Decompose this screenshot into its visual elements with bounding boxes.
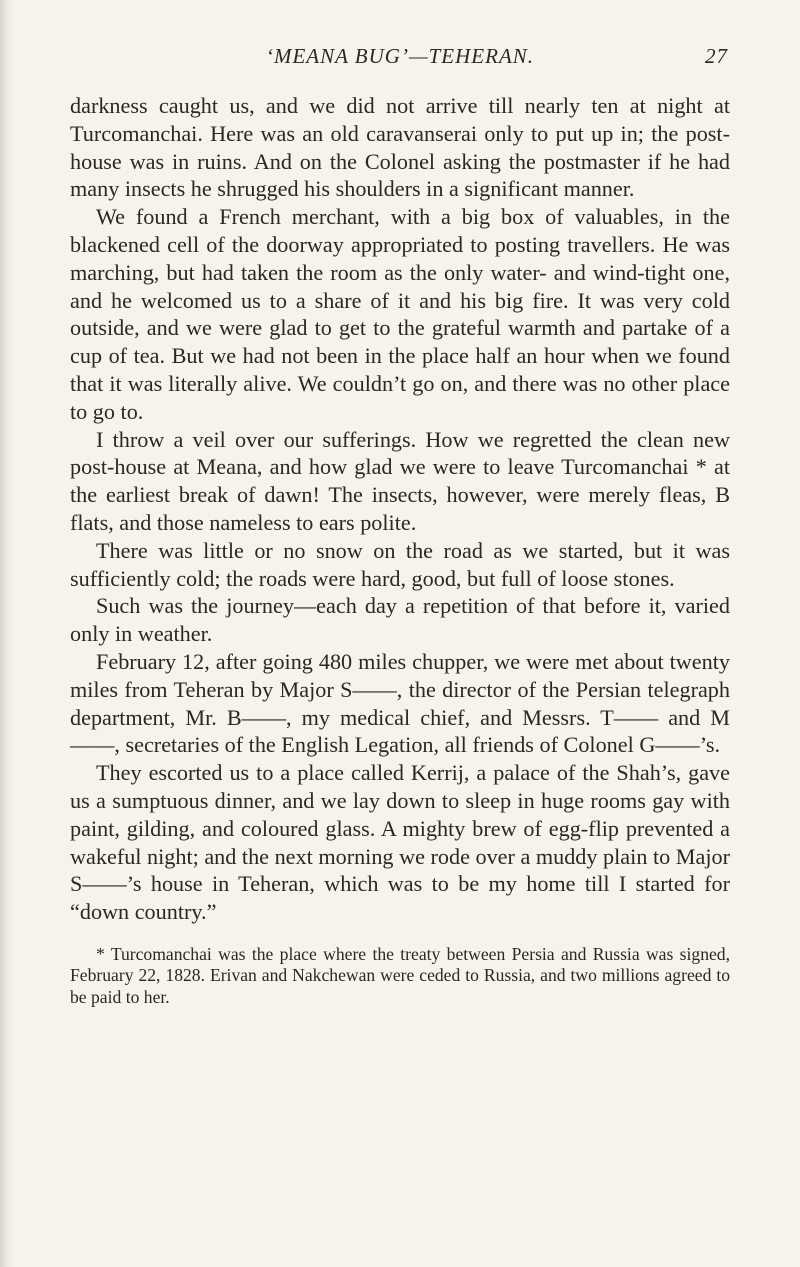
footnote: * Turcomanchai was the place where the treaty between Persia and Russia was signed, February 22, 1828. Erivan and Nakchewan were ceded to Russia, and two millions agreed to be paid to her. <box>70 943 730 1007</box>
body-text <box>70 92 730 926</box>
book-gutter-shadow <box>0 0 14 1267</box>
paragraph-5: Such was the journey—each day a repetition of that before it, varied only in weather. <box>70 593 730 647</box>
book-page <box>70 44 730 1008</box>
page-number: 27 <box>705 44 728 68</box>
paragraph-2: We found a French merchant, with a big box of valuables, in the blackened cell of the doorway appropriated to posting travellers. He was marching, but had taken the room as the only water- and wind-tight one, and he welcomed us to a share of it and his big fire. It was very cold outside, and we were glad to get to the grateful warmth and partake of a cup of tea. But we had not been in the place half an hour when we found that it was literally alive. We couldn’t go on, and there was no other place to go to. <box>70 204 730 424</box>
paragraph-4: There was little or no snow on the road as we started, but it was sufficiently cold; the roads were hard, good, but full of loose stones. <box>70 537 730 591</box>
paragraph-1: darkness caught us, and we did not arrive till nearly ten at night at Turcomanchai. Here was an old caravanserai only to put up in; the post-house was in ruins. And on the Colonel asking the postmaster if he had many insects he shrugged his shoulders in a significant manner. <box>70 93 730 202</box>
running-head <box>70 44 730 84</box>
paragraph-7: They escorted us to a place called Kerrij, a palace of the Shah’s, gave us a sumptuous dinner, and we lay down to sleep in huge rooms gay with paint, gilding, and coloured glass. A mighty brew of egg-flip prevented a wakeful night; and the next morning we rode over a muddy plain to Major S——’s house in Teheran, which was to be my home till I started for “down country.” <box>70 760 730 925</box>
paragraph-6: February 12, after going 480 miles chupper, we were met about twenty miles from Teheran by Major S——, the director of the Persian telegraph department, Mr. B——, my medical chief, and Messrs. T—— and M——, secretaries of the English Legation, all friends of Colonel G——’s. <box>70 648 730 758</box>
paragraph-3: I throw a veil over our sufferings. How we regretted the clean new post-house at Meana, and how glad we were to leave Turcomanchai * at the earliest break of dawn! The insects, however, were merely fleas, B flats, and those nameless to ears polite. <box>70 426 730 535</box>
running-head-title: ‘MEANA BUG’—TEHERAN. <box>265 44 535 68</box>
